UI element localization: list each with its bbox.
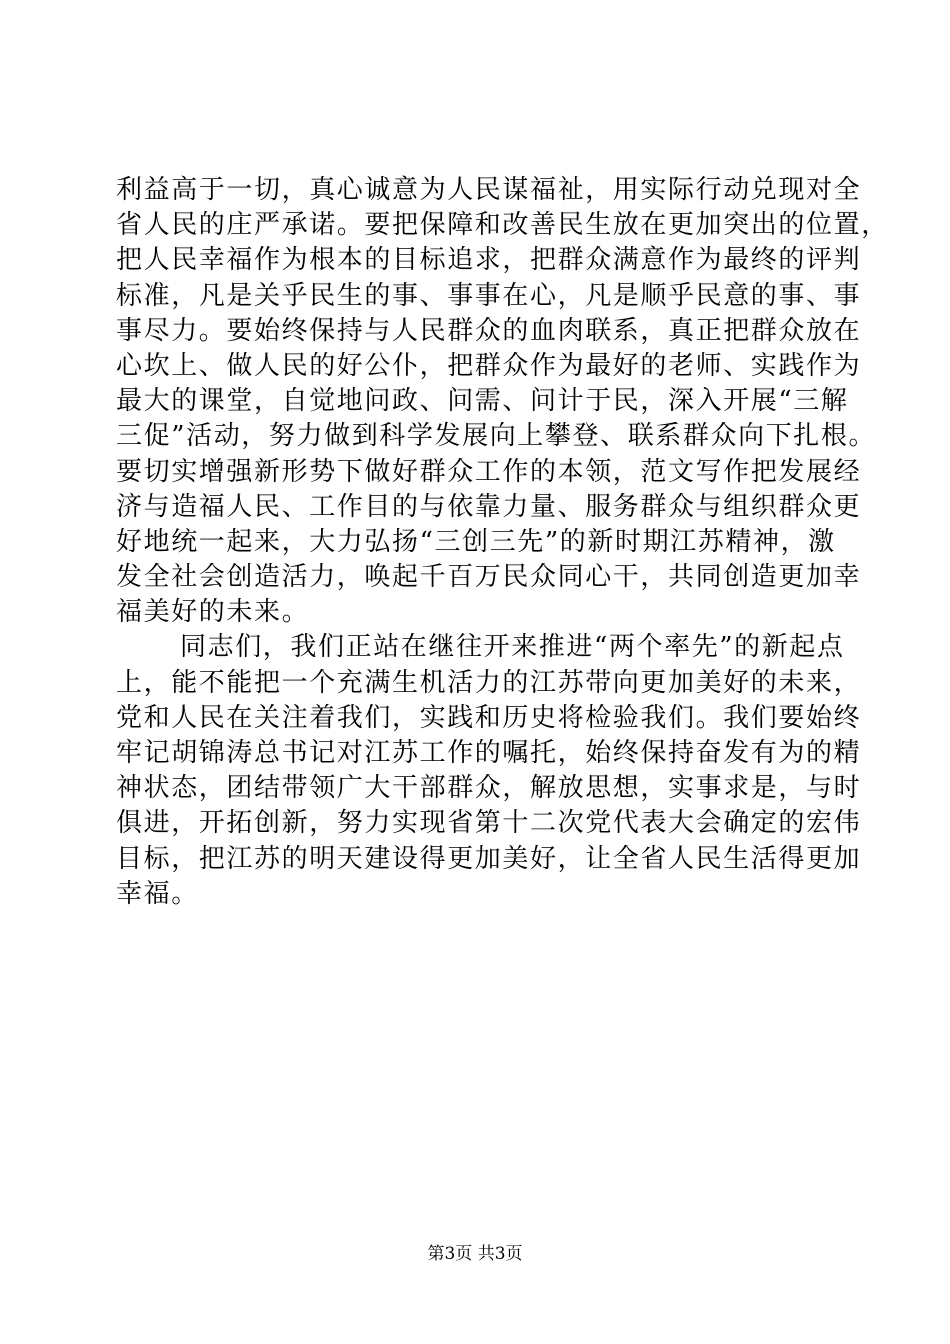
text-line: 最大的课堂，自觉地问政、问需、问计于民，深入开展“三解 xyxy=(116,386,849,417)
text-line: 心坎上、做人民的好公仆，把群众作为最好的老师、实践作为 xyxy=(116,350,862,381)
text-line: 神状态，团结带领广大干部群众，解放思想，实事求是，与时 xyxy=(116,773,862,804)
text-line: 标准，凡是关乎民生的事、事事在心，凡是顺乎民意的事、事 xyxy=(116,280,862,311)
text-line: 济与造福人民、工作目的与依靠力量、服务群众与组织群众更 xyxy=(116,491,862,522)
document-body xyxy=(116,173,889,912)
text-line: 目标，把江苏的明天建设得更加美好，让全省人民生活得更加 xyxy=(116,843,862,874)
text-line: 省人民的庄严承诺。要把保障和改善民生放在更加突出的位置， xyxy=(116,210,889,241)
paragraph-1 xyxy=(116,173,889,630)
text-line: 俱进，开拓创新，努力实现省第十二次党代表大会确定的宏伟 xyxy=(116,808,862,839)
text-line: 幸福。 xyxy=(116,878,199,909)
text-line: 事尽力。要始终保持与人民群众的血肉联系，真正把群众放在 xyxy=(116,315,862,346)
text-line: 上，能不能把一个充满生机活力的江苏带向更加美好的未来， xyxy=(116,667,862,698)
text-line: 要切实增强新形势下做好群众工作的本领，范文写作把发展经 xyxy=(116,456,862,487)
paragraph-2 xyxy=(116,630,862,912)
text-line: 福美好的未来。 xyxy=(116,597,310,628)
text-line: 把人民幸福作为根本的目标追求，把群众满意作为最终的评判 xyxy=(116,245,862,276)
text-line: 好地统一起来，大力弘扬“三创三先”的新时期江苏精神，激 xyxy=(116,526,836,557)
text-line: 发全社会创造活力，唤起千百万民众同心干，共同创造更加幸 xyxy=(116,562,862,593)
text-line: 牢记胡锦涛总书记对江苏工作的嘱托，始终保持奋发有为的精 xyxy=(116,738,862,768)
text-line: 利益高于一切，真心诚意为人民谋福祉，用实际行动兑现对全 xyxy=(116,175,862,205)
text-line: 同志们，我们正站在继往开来推进“两个率先”的新起点 xyxy=(180,632,845,663)
page-footer xyxy=(0,1243,950,1265)
text-line: 党和人民在关注着我们，实践和历史将检验我们。我们要始终 xyxy=(116,702,862,733)
text-line: 三促”活动，努力做到科学发展向上攀登、联系群众向下扎根。 xyxy=(116,421,877,452)
page-number-label: 第3页 共3页 xyxy=(427,1244,523,1264)
